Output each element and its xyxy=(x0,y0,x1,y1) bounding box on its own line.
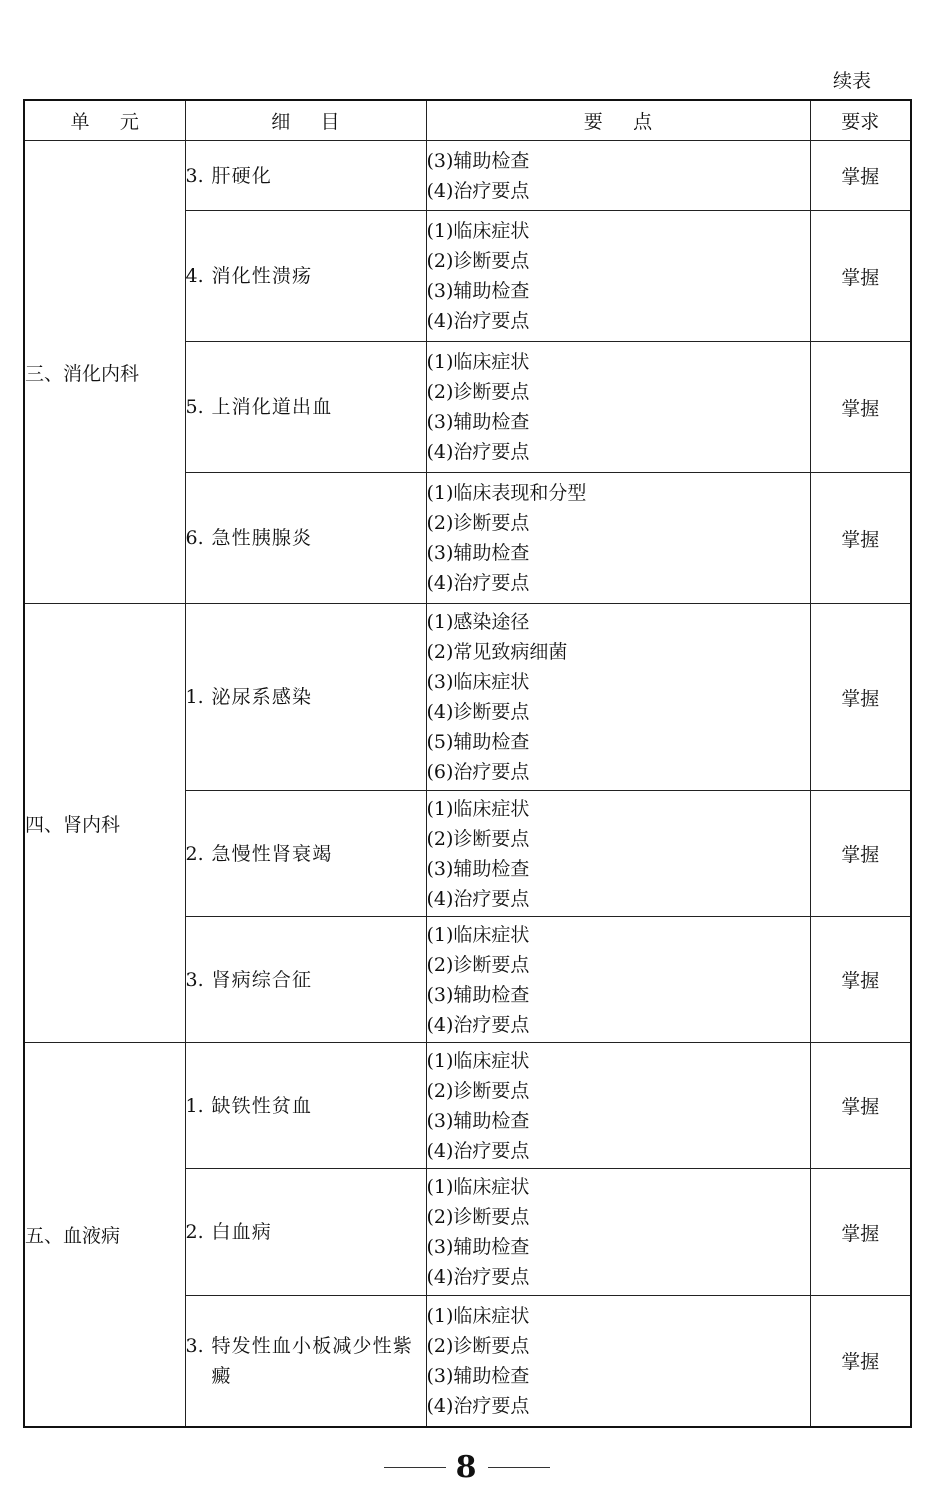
point-line: (2)诊断要点 xyxy=(426,1079,530,1102)
requirement-cell: 掌握 xyxy=(810,604,911,791)
item-name: 急慢性肾衰竭 xyxy=(211,842,333,865)
requirement-cell: 掌握 xyxy=(810,1169,911,1296)
item-cell xyxy=(185,1296,426,1427)
item-number: 6. xyxy=(185,527,204,549)
points-cell xyxy=(426,791,810,917)
point-line: (3)辅助检查 xyxy=(426,857,530,880)
point-line: (3)辅助检查 xyxy=(426,542,530,564)
item-number: 1. xyxy=(185,1094,204,1117)
points-cell xyxy=(426,211,810,342)
point-line: (1)临床表现和分型 xyxy=(426,482,587,504)
point-line: (4)治疗要点 xyxy=(426,887,530,910)
points-cell xyxy=(426,342,810,473)
item-number: 3. xyxy=(185,968,204,991)
item-name: 肝硬化 xyxy=(211,164,272,187)
item-cell xyxy=(185,1169,426,1296)
header-requirement: 要求 xyxy=(810,100,911,141)
item-cell xyxy=(185,791,426,917)
item-name: 上消化道出血 xyxy=(211,396,333,418)
item-number: 2. xyxy=(185,1221,204,1243)
header-row xyxy=(24,100,911,141)
unit-cell: 三、消化内科 xyxy=(24,141,185,604)
header-points: 要点 xyxy=(426,100,810,141)
points-cell xyxy=(426,141,810,211)
point-line: (4)诊断要点 xyxy=(426,701,530,723)
item-number: 5. xyxy=(185,396,204,418)
point-line: (3)辅助检查 xyxy=(426,411,530,433)
requirement-cell: 掌握 xyxy=(810,473,911,604)
header-item: 细目 xyxy=(185,100,426,141)
points-cell xyxy=(426,1296,810,1427)
item-cell xyxy=(185,917,426,1043)
requirement-cell: 掌握 xyxy=(810,141,911,211)
table-row xyxy=(24,604,911,791)
points-cell xyxy=(426,473,810,604)
page-number: 8 xyxy=(455,1450,477,1485)
point-line: (2)诊断要点 xyxy=(426,827,530,850)
point-line: (5)辅助检查 xyxy=(426,731,530,753)
footer-rule-left xyxy=(384,1467,446,1468)
point-line: (3)临床症状 xyxy=(426,671,530,693)
table-row xyxy=(24,141,911,211)
item-cell xyxy=(185,473,426,604)
point-line: (1)临床症状 xyxy=(426,1176,530,1198)
point-line: (1)临床症状 xyxy=(426,1304,530,1327)
item-name: 肾病综合征 xyxy=(211,968,313,991)
item-cell xyxy=(185,604,426,791)
point-line: (3)辅助检查 xyxy=(426,280,530,302)
item-name: 消化性溃疡 xyxy=(211,265,313,287)
point-line: (4)治疗要点 xyxy=(426,179,530,202)
points-cell xyxy=(426,1169,810,1296)
point-line: (3)辅助检查 xyxy=(426,1109,530,1132)
item-name: 缺铁性贫血 xyxy=(211,1094,313,1117)
item-number: 3. xyxy=(185,164,204,187)
requirement-cell: 掌握 xyxy=(810,1043,911,1169)
point-line: (1)临床症状 xyxy=(426,923,530,946)
point-line: (4)治疗要点 xyxy=(426,1013,530,1036)
point-line: (2)诊断要点 xyxy=(426,1334,530,1357)
point-line: (1)临床症状 xyxy=(426,1049,530,1072)
point-line: (4)治疗要点 xyxy=(426,310,530,332)
item-cell xyxy=(185,211,426,342)
point-line: (3)辅助检查 xyxy=(426,983,530,1006)
item-cell xyxy=(185,141,426,211)
header-unit: 单元 xyxy=(24,100,185,141)
syllabus-table xyxy=(23,99,912,1428)
point-line: (3)辅助检查 xyxy=(426,1236,530,1258)
item-number: 2. xyxy=(185,842,204,865)
point-line: (3)辅助检查 xyxy=(426,1364,530,1387)
point-line: (1)临床症状 xyxy=(426,351,530,373)
point-line: (1)感染途径 xyxy=(426,611,530,633)
point-line: (2)诊断要点 xyxy=(426,381,530,403)
item-name: 特发性血小板减少性紫癜 xyxy=(211,1334,413,1387)
point-line: (2)诊断要点 xyxy=(426,512,530,534)
points-cell xyxy=(426,1043,810,1169)
item-cell xyxy=(185,1043,426,1169)
point-line: (2)诊断要点 xyxy=(426,1206,530,1228)
requirement-cell: 掌握 xyxy=(810,1296,911,1427)
point-line: (1)临床症状 xyxy=(426,797,530,820)
item-number: 1. xyxy=(185,686,204,708)
requirement-cell: 掌握 xyxy=(810,342,911,473)
requirement-cell: 掌握 xyxy=(810,791,911,917)
requirement-cell: 掌握 xyxy=(810,917,911,1043)
item-number: 4. xyxy=(185,265,204,287)
point-line: (2)诊断要点 xyxy=(426,953,530,976)
page-footer xyxy=(0,1450,931,1486)
point-line: (4)治疗要点 xyxy=(426,1266,530,1288)
item-name: 白血病 xyxy=(211,1221,272,1243)
points-cell xyxy=(426,917,810,1043)
item-name: 急性胰腺炎 xyxy=(211,527,313,549)
point-line: (4)治疗要点 xyxy=(426,1139,530,1162)
point-line: (2)常见致病细菌 xyxy=(426,641,568,663)
point-line: (4)治疗要点 xyxy=(426,1394,530,1417)
continued-label: 续表 xyxy=(832,70,871,92)
item-number: 3. xyxy=(185,1334,204,1357)
point-line: (1)临床症状 xyxy=(426,220,530,242)
item-cell xyxy=(185,342,426,473)
point-line: (6)治疗要点 xyxy=(426,761,530,783)
point-line: (3)辅助检查 xyxy=(426,149,530,172)
point-line: (4)治疗要点 xyxy=(426,441,530,463)
point-line: (2)诊断要点 xyxy=(426,250,530,272)
unit-cell: 四、肾内科 xyxy=(24,604,185,1043)
footer-rule-right xyxy=(488,1467,550,1468)
item-name: 泌尿系感染 xyxy=(211,686,313,708)
table-row xyxy=(24,1043,911,1169)
requirement-cell: 掌握 xyxy=(810,211,911,342)
point-line: (4)治疗要点 xyxy=(426,572,530,594)
unit-cell: 五、血液病 xyxy=(24,1043,185,1427)
points-cell xyxy=(426,604,810,791)
